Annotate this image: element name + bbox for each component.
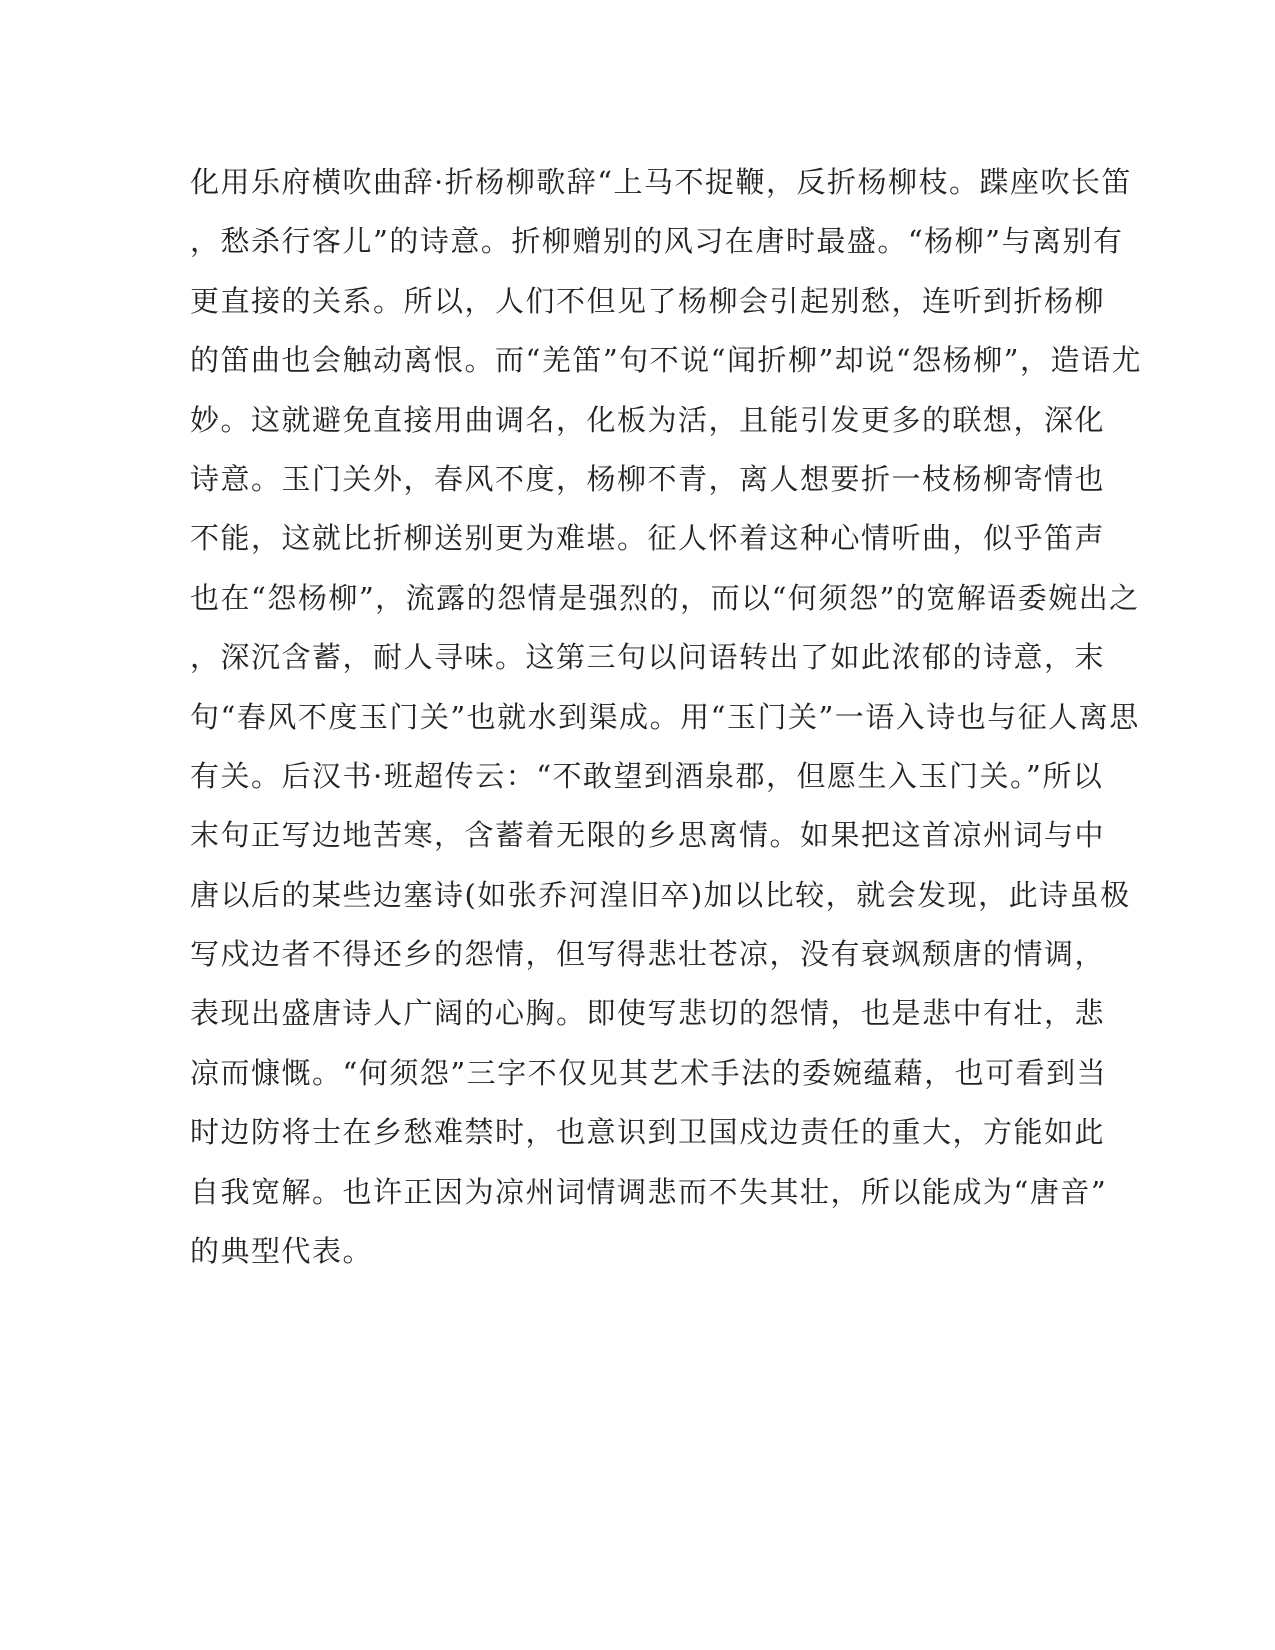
text-line: 凉而慷慨。“何须怨”三字不仅见其艺术手法的委婉蕴藉，也可看到当: [190, 1055, 1108, 1090]
text-line: 的笛曲也会触动离恨。而“羌笛”句不说“闻折柳”却说“怨杨柳”，造语尤: [190, 343, 1142, 378]
text-line: 有关。后汉书·班超传云：“不敢望到酒泉郡，但愿生入玉门关。”所以: [190, 758, 1104, 793]
text-line: 自我宽解。也许正因为凉州词情调悲而不失其壮，所以能成为“唐音”: [190, 1174, 1108, 1209]
text-line: 时边防将士在乡愁难禁时，也意识到卫国戍边责任的重大，方能如此: [190, 1115, 1106, 1150]
text-line: 句“春风不度玉门关”也就水到渠成。用“玉门关”一语入诗也与征人离思: [190, 699, 1140, 734]
text-line: ，愁杀行客儿”的诗意。折柳赠别的风习在唐时最盛。“杨柳”与离别有: [190, 224, 1124, 259]
text-line: 不能，这就比折柳送别更为难堪。征人怀着这种心情听曲，似乎笛声: [190, 521, 1106, 556]
text-line: 的典型代表。: [190, 1234, 374, 1269]
text-line: 妙。这就避免直接用曲调名，化板为活，且能引发更多的联想，深化: [190, 402, 1106, 437]
text-line: 更直接的关系。所以，人们不但见了杨柳会引起别愁，连听到折杨柳: [190, 283, 1106, 318]
text-line: 诗意。玉门关外，春风不度，杨柳不青，离人想要折一枝杨柳寄情也: [190, 461, 1106, 496]
text-line: 末句正写边地苦寒，含蓄着无限的乡思离情。如果把这首凉州词与中: [190, 818, 1106, 853]
text-line: 表现出盛唐诗人广阔的心胸。即使写悲切的怨情，也是悲中有壮，悲: [190, 996, 1106, 1031]
text-line: ，深沉含蓄，耐人寻味。这第三句以问语转出了如此浓郁的诗意，末: [190, 640, 1106, 675]
text-line: 写戍边者不得还乡的怨情，但写得悲壮苍凉，没有衰飒颓唐的情调，: [190, 937, 1106, 972]
body-text: [190, 162, 1142, 1290]
text-line: 唐以后的某些边塞诗(如张乔河湟旧卒)加以比较，就会发现，此诗虽极: [190, 877, 1131, 912]
text-line: 化用乐府横吹曲辞·折杨柳歌辞“上马不捉鞭，反折杨柳枝。蹀座吹长笛: [190, 165, 1133, 199]
text-line: 也在“怨杨柳”，流露的怨情是强烈的，而以“何须怨”的宽解语委婉出之: [190, 580, 1140, 615]
